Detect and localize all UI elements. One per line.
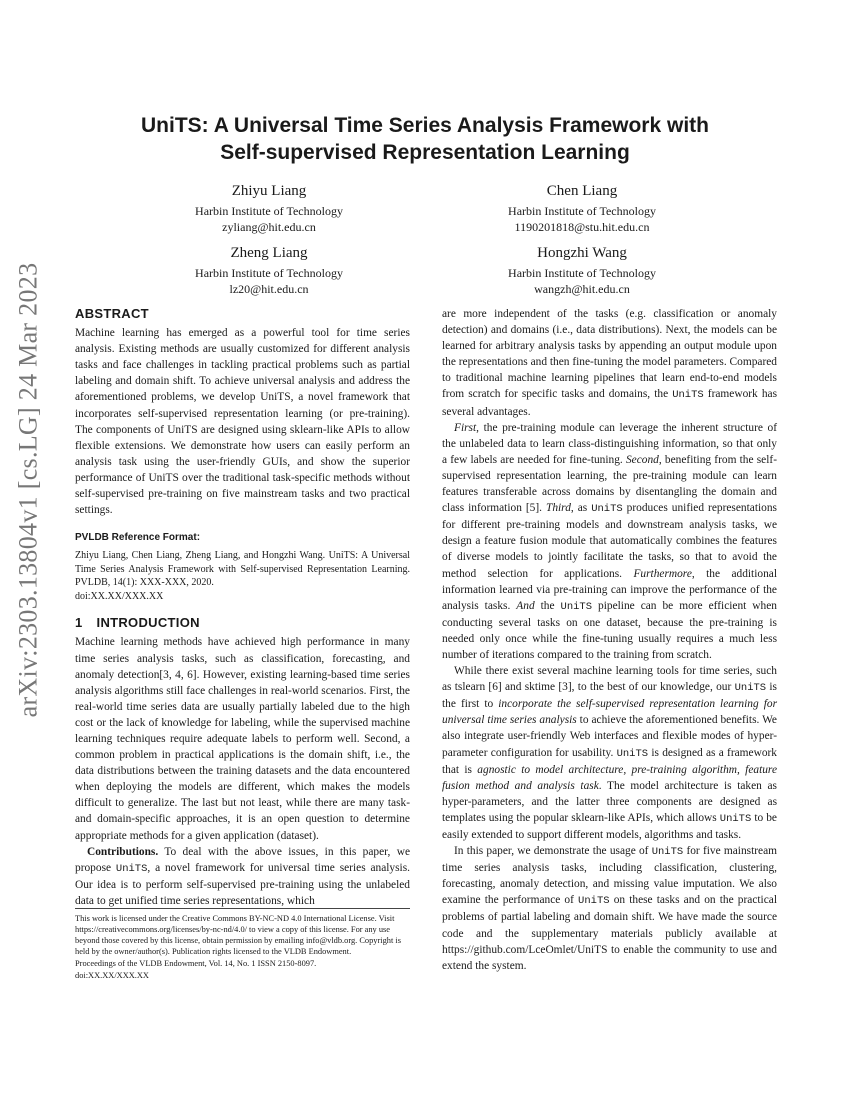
contributions-label: Contributions. [87,845,159,858]
abstract-heading: ABSTRACT [75,306,149,321]
author-email: 1190201818@stu.hit.edu.cn [514,220,650,234]
reference-citation: Zhiyu Liang, Chen Liang, Zheng Liang, and Hongzhi Wang. UniTS: A Universal Time Series Analysis Framework with Self-supervised Representation Learning. PVLDB, 14(1): XXX-XXX, 2020. [75,550,410,589]
units-name: UniTS [672,389,704,402]
author-email: wangzh@hit.edu.cn [534,282,630,296]
author-block-2 [452,182,712,235]
arxiv-id: arXiv:2303.13804v1 [cs.LG] 24 Mar 2023 [13,262,42,718]
footnote [75,908,410,981]
author-block-1 [139,182,399,235]
author-affiliation: Harbin Institute of Technology [195,266,343,280]
units-name: UniTS [616,747,649,760]
author-block-3 [139,244,399,297]
author-name: Zheng Liang [230,245,308,261]
title-line-1: UniTS: A Universal Time Series Analysis Framework with [141,114,709,137]
intro-paragraph-2: Contributions. To deal with the above issues, in this paper, we propose UniTS, a novel framework for universal time series analysis. Our idea is to perform self-supervised pre-training using the unlabeled data to get unified time series representations, which [75,845,411,907]
footnote-doi: doi:XX.XX/XXX.XX [75,971,149,980]
author-block-4 [452,244,712,297]
author-email: lz20@hit.edu.cn [229,282,309,296]
author-affiliation: Harbin Institute of Technology [508,266,656,280]
paper-title [75,112,775,166]
units-name: UniTS [734,682,767,695]
author-name: Zhiyu Liang [231,183,307,199]
units-name: UniTS [115,862,148,875]
intro-paragraph-1: Machine learning methods have achieved high performance in many time series analysis tasks, such as classification, forecasting, and anomaly detection[3, 4, 6]. However, existing learning-based time series analysis algorithms still face challenges in real-world scenarios. First, the real-world time series data are usually partially labeled due to the high cost or the lack of knowledge for labeling, while the supervised machine learning techniques require adequate labels to perform well. Second, a common problem in practical applications is the domain shift, i.e., the data distributions between the training datasets and the data encountered when deploying the models are different, which makes the models difficult to generalize. The last but not least, while there are many task- and domain-specific approaches, it is an open question to determine appropriate methods for a given application (dataset). [75,636,410,842]
footnote-license: This work is licensed under the Creative Commons BY-NC-ND 4.0 International License. Visit https://creativecommons.org/licenses/by-nc-nd/4.0/ to view a copy of this license. For any use beyond those covered by this license, obtain permission by emailing info@vldb.org. Copyright is held by the owner/author(s). Publication rights licensed to the VLDB Endowment. [75,914,401,956]
left-column [75,306,410,909]
units-name: UniTS [578,895,610,908]
footnote-proceedings: Proceedings of the VLDB Endowment, Vol. 14, No. 1 ISSN 2150-8097. [75,959,317,968]
intro-heading [75,615,410,631]
units-name: UniTS [560,600,593,613]
intro-paragraph-3: are more independent of the tasks (e.g. classification or anomaly detection) and domains (i.e., data distributions). Next, the models can be learned for arbitrary analysis tasks by appending an output module upon the representations and then fine-tuning the model parameters. Compared to traditional machine learning pipelines that learn end-to-end models from scratch for specific tasks and domains, the UniTS framework has several advantages. [442,308,777,418]
arxiv-watermark [8,262,48,718]
author-affiliation: Harbin Institute of Technology [195,204,343,218]
units-name: UniTS [651,846,684,859]
author-name: Chen Liang [546,183,618,199]
intro-paragraph-6: In this paper, we demonstrate the usage of UniTS for five mainstream time series analysis tasks, including classification, clustering, forecasting, anomaly detection, and missing value imputation. We also examine the performance of UniTS on these tasks and on the practical problems of partial labeling and domain shift. We have made the source code and the supplementary materials publicly available at https://github.com/LceOmlet/UniTS to enable the community to use and extend the system. [442,845,778,972]
author-affiliation: Harbin Institute of Technology [508,204,656,218]
intro-paragraph-5: While there exist several machine learning tools for time series, such as tslearn [6] and sktime [3], to the best of our knowledge, our UniTS is the first to incorporate the self-supervised representation learning for universal time series analysis to achieve the aforementioned benefits. We also integrate user-friendly Web interfaces and flexible modes of hyper-parameter configuration for usability. UniTS is designed as a framework that is agnostic to model architecture, pre-training algorithm, feature fusion method and analysis task. The model architecture is taken as hyper-parameters, and the latter three components are designed as templates using the popular sklearn-like APIs, which allows UniTS to be easily extended to support different models, algorithms and tasks. [442,665,778,841]
right-column [442,306,777,974]
section-title: INTRODUCTION [96,615,200,631]
units-name: UniTS [719,812,752,825]
author-email: zyliang@hit.edu.cn [222,220,316,234]
title-line-2: Self-supervised Representation Learning [220,141,630,164]
intro-paragraph-4: First, the pre-training module can leverage the inherent structure of the unlabeled data to learn class-distinguishing information, so that only a few labels are needed for fine-tuning. Second, benefiting from the self-supervised representation learning, the pre-training module can learn features transferable across domains by disentangling the domain and class information [5]. Third, as UniTS produces unified representations for different pre-training models and downstream analysis tasks, we design a feature fusion module that automatically combines the features of diverse models to jointly facilitate the tasks, so that to avoid the method selection for applications. Furthermore, the additional information learned via pre-training can improve the performance of the analysis tasks. And the UniTS pipeline can be more efficient when conducting several tasks on one dataset, because the pre-training is needed only once while the fine-tuning usually requires a much less number of iterations compared to the training from scratch. [442,421,777,661]
units-name: UniTS [591,503,623,516]
abstract-text: Machine learning has emerged as a powerful tool for time series analysis. Existing methods are usually customized for different analysis tasks and face challenges in tackling practical problems such as partial labeling and domain shift. To achieve universal analysis and address the aforementioned problems, we develop UniTS, a novel framework that incorporates self-supervised representation learning (or pre-training). The components of UniTS are designed using sklearn-like APIs to allow flexible extensions. We demonstrate how users can easily perform an analysis task using the user-friendly GUIs, and show the superior performance of UniTS over the traditional task-specific methods without self-supervised pre-training on five mainstream tasks and two practical settings. [75,327,410,517]
reference-doi: doi:XX.XX/XXX.XX [75,590,164,602]
section-number: 1 [75,615,83,631]
reference-format-heading: PVLDB Reference Format: [75,532,201,544]
author-name: Hongzhi Wang [537,245,627,261]
